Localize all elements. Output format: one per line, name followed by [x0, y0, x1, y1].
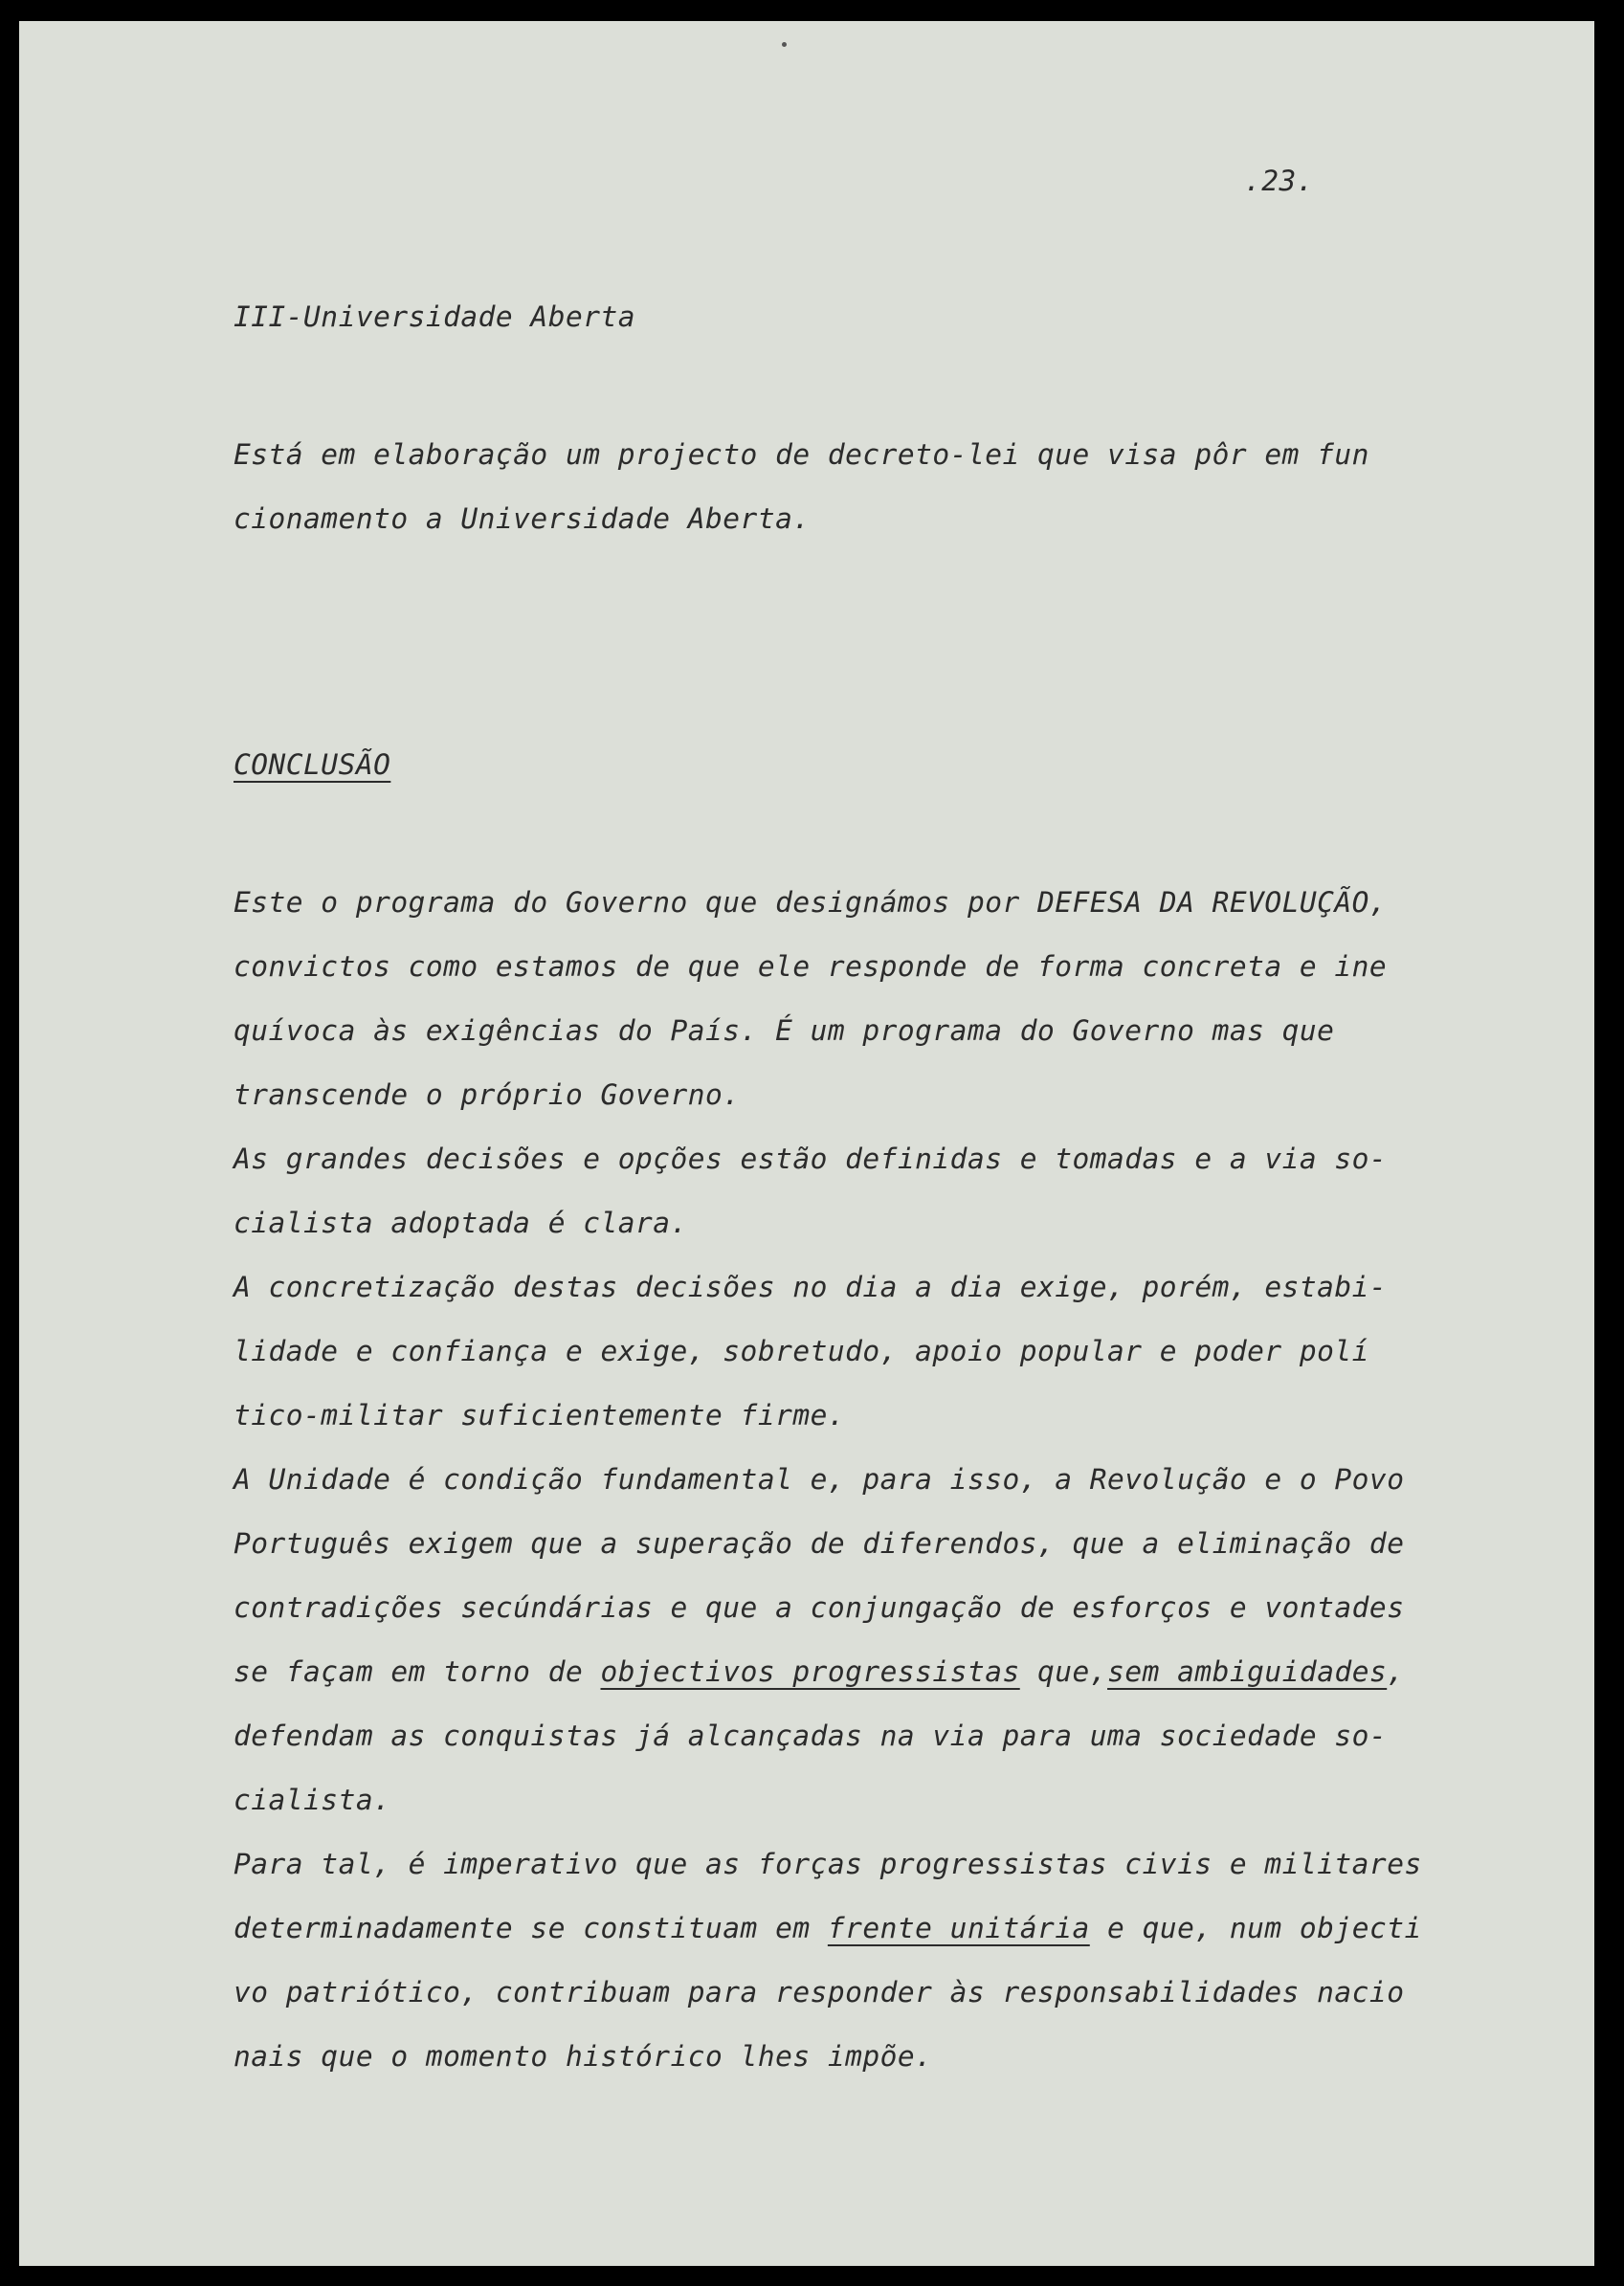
line-segment: e que, num objecti: [1089, 1912, 1422, 1944]
paragraph-line: quívoca às exigências do País. É um programa do Governo mas que: [234, 1014, 1335, 1047]
paragraph-line: cionamento a Universidade Aberta.: [234, 502, 811, 535]
document-page: [19, 21, 1594, 2266]
paragraph-line: As grandes decisões e opções estão definidas e tomadas e a via so-: [234, 1143, 1388, 1175]
paragraph-line: Este o programa do Governo que designámos por DEFESA DA REVOLUÇÃO,: [234, 886, 1388, 919]
conclusion-paragraph: [234, 871, 1422, 2089]
paragraph-line: transcende o próprio Governo.: [234, 1078, 741, 1111]
section-heading: III-Universidade Aberta: [234, 300, 635, 333]
paragraph-line: cialista adoptada é clara.: [234, 1207, 688, 1239]
paragraph-line: nais que o momento histórico lhes impõe.: [234, 2040, 933, 2073]
paragraph-line: Português exigem que a superação de diferendos, que a eliminação de: [234, 1527, 1405, 1560]
paragraph-line: Está em elaboração um projecto de decreto-lei que visa pôr em fun: [234, 438, 1369, 471]
paragraph-line: tico-militar suficientemente firme.: [234, 1399, 846, 1432]
paragraph-line: defendam as conquistas já alcançadas na via para uma sociedade so-: [234, 1720, 1388, 1752]
paragraph-line: contradições secúndárias e que a conjungação de esforços e vontades: [234, 1591, 1405, 1624]
paper-speck: [782, 42, 787, 47]
paragraph-line: A concretização destas decisões no dia a dia exige, porém, estabi-: [234, 1271, 1388, 1303]
paragraph-line: [234, 1897, 1422, 1961]
line-segment: ,: [1387, 1655, 1405, 1688]
paragraph-line: Para tal, é imperativo que as forças progressistas civis e militares: [234, 1848, 1422, 1880]
conclusion-title: CONCLUSÃO: [234, 748, 391, 781]
paragraph-line: lidade e confiança e exige, sobretudo, apoio popular e poder polí: [234, 1335, 1369, 1367]
intro-paragraph: [234, 423, 1369, 551]
line-segment: determinadamente se constituam em: [234, 1912, 828, 1944]
page-number: .23.: [1244, 165, 1315, 197]
paragraph-line: cialista.: [234, 1784, 391, 1816]
underlined-phrase: sem ambiguidades: [1107, 1655, 1388, 1688]
paragraph-line: A Unidade é condição fundamental e, para isso, a Revolução e o Povo: [234, 1463, 1405, 1496]
line-segment: se façam em torno de: [234, 1655, 601, 1688]
paragraph-line: convictos como estamos de que ele responde de forma concreta e ine: [234, 950, 1388, 983]
paragraph-line: vo patriótico, contribuam para responder às responsabilidades nacio: [234, 1976, 1405, 2009]
underlined-phrase: frente unitária: [827, 1912, 1090, 1944]
underlined-phrase: objectivos progressistas: [600, 1655, 1020, 1688]
line-segment: que,: [1019, 1655, 1108, 1688]
paragraph-line: [234, 1640, 1422, 1704]
